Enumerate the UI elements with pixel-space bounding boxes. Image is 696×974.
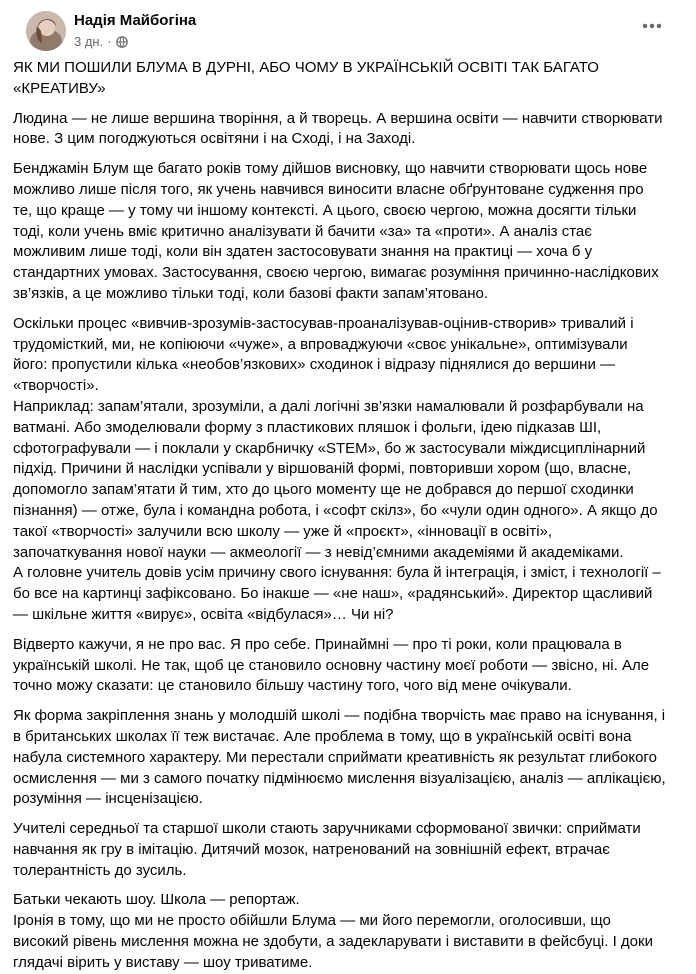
post-body	[13, 58, 682, 974]
meta-separator: ·	[107, 34, 112, 49]
post-paragraph: Оскільки процес «вивчив-зрозумів-застосував-проаналізував-оцінив-створив» тривалий і трудомісткий, ми, не копіюючи «чуже», а впроваджуючи «своє унікальне», оптимізували його: пропустили кілька «необов’язкових» сходинок і відразу піднялися до вершини — «творчості». Наприклад: запам’ятали, зрозуміли, а далі логічні зв’язки намалювали й розфарбували на ватмані. Або змоделювали форму з пластикових пляшок і фольги, ідею підказав ШІ, сфотографували — і поклали у скарбничку «STEM», бо ж застосували міждисциплінарний підхід. Причини й наслідки успівали у віршованій формі, повторивши хором (що, власне, допомогло запам’ятати й тим, хто до цього моменту ще не добрався до першої сходинки пізнання) — отже, була і командна робота, і «софт скілз», бо «чули один одного». А якщо до такої «творчості» залучили всю школу — уже й «проєкт», «інновації в освіті», започаткування нової науки — акмеології — з невід’ємними академіями й академіками. А головне учитель довів усім причину свого існування: була й інтеграція, і зміст, і технології – бо все на картинці зафіксовано. Бо інакше — «не наш», «радянський». Директор щасливий — шкільне життя «вирує», освіта «відбулася»… Чи ні?	[13, 314, 661, 623]
post-header	[13, 0, 682, 55]
avatar[interactable]	[26, 11, 66, 51]
post-title: ЯК МИ ПОШИЛИ БЛУМА В ДУРНІ, АБО ЧОМУ В УКРАЇНСЬКІЙ ОСВІТІ ТАК БАГАТО «КРЕАТИВУ»	[13, 59, 599, 97]
more-options-button[interactable]	[636, 14, 668, 38]
post-paragraph: Людина — не лише вершина творіння, а й творець. А вершина освіти — навчити створювати нове. З цим погоджуються освітяни і на Сході, і на Заході.	[13, 109, 663, 148]
post-paragraph: Батьки чекають шоу. Школа — репортаж. Іронія в тому, що ми не просто обійшли Блума — ми його перемогли, оголосивши, що високий рівень мислення можна не здобути, а задекларувати і виставити в фейсбуці. І доки глядачі вірить у виставу — шоу триватиме.	[13, 891, 653, 971]
post-time[interactable]: 3 дн.	[74, 34, 104, 49]
post-paragraph: Учителі середньої та старшої школи стають заручниками сформованої звички: сприймати навчання як гру в імітацію. Дитячий мозок, натренований на зовнішній ефект, втрачає толерантність до зусиль.	[13, 820, 641, 879]
globe-icon	[116, 36, 128, 48]
post-paragraph: Як форма закріплення знань у молодшій школі — подібна творчість має право на існування, і в британських школах її теж вистачає. Але проблема в тому, що в українській освіті вона набула системного характеру. Ми перестали сприймати креативність як результат глибокого осмислення — ми з самого початку підмінюємо мислення візуалізацією, аналіз — аплікацією, розуміння — інсценізацією.	[13, 707, 666, 808]
author-name[interactable]: Надія Майбогіна	[74, 12, 197, 29]
post-paragraph: Відверто кажучи, я не про вас. Я про себе. Принаймні — про ті роки, коли працювала в українській школі. Не так, щоб це становило основну частину моєї роботи — звісно, ні. Але точно можу сказати: це становило більшу частину того, чого від мене очікували.	[13, 635, 650, 695]
post-paragraph: Бенджамін Блум ще багато років тому дійшов висновку, що навчити створювати щось нове можливо лише після того, як учень навчився виносити власне обґрунтоване судження про те, що краще — у тому чи іншому контексті. А цього, своєю чергою, можна досягти тільки тоді, коли учень вміє критично аналізувати й бачити «за» та «проти». А аналіз стає можливим лише тоді, коли він здатен застосовувати знання на практиці — хоча б у стандартних умовах. Застосування, своєю чергою, вимагає розуміння причинно-наслідкових зв’язків, а це можливо тільки тоді, коли базові факти запам’ятовано.	[13, 160, 659, 302]
more-horizontal-icon	[642, 23, 662, 29]
post-meta	[74, 34, 128, 49]
profile-photo-icon	[26, 11, 66, 51]
